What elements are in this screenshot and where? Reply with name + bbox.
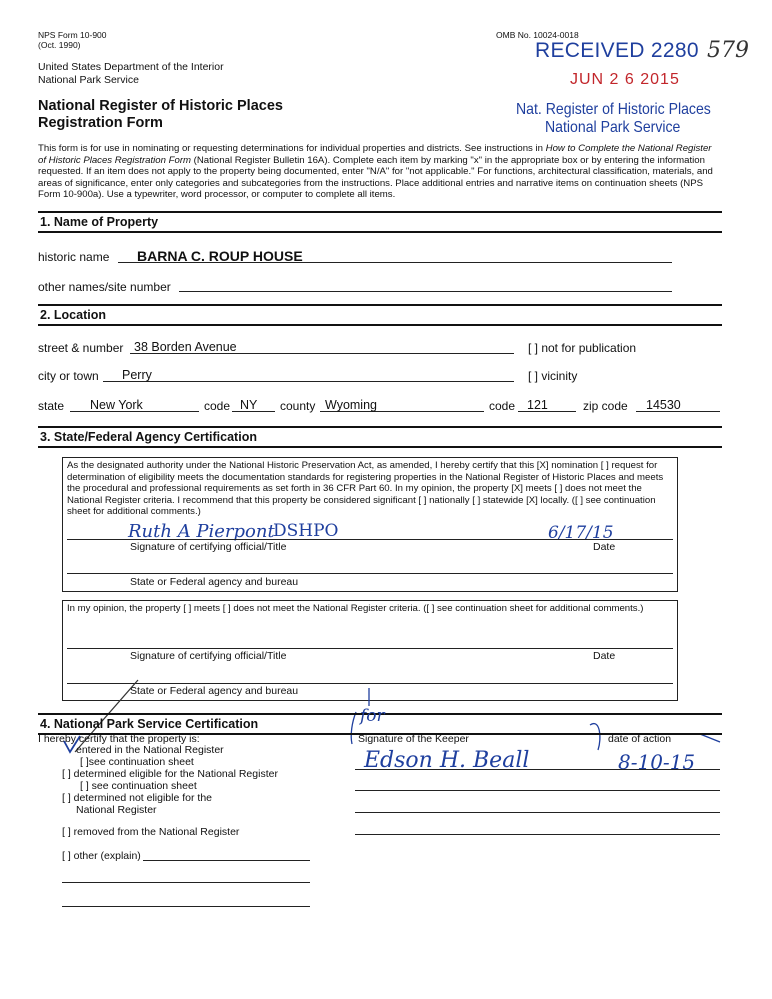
service: National Park Service <box>38 74 139 86</box>
certification-text: As the designated authority under the National Historic Preservation Act, as amended, I hereby certify that this [X] nomination [ ] request for determination of eligibility meets the documentation standards for registering properties in the National Register of Historic Places and meets the procedural and professional requirements as set forth in 36 CFR Part 60. In my opinion, the property [X] meets [ ] does not meet the National Register criteria. I recommend that this property be considered significant [ ] nationally [ ] statewide [X] locally. ([ ] see continuation sheet for additional comments.) <box>67 460 664 518</box>
stamp-line1: Nat. Register of Historic Places <box>516 101 711 118</box>
state-code-label: code <box>204 399 231 413</box>
historic-name-value: BARNA C. ROUP HOUSE <box>137 248 303 264</box>
handwritten-number: 579 <box>707 38 749 63</box>
county-code-label: code <box>489 399 516 413</box>
date-of-action-caption: date of action <box>608 733 672 745</box>
agency-caption-2: State or Federal agency and bureau <box>130 685 299 697</box>
keeper-line-1 <box>355 769 720 770</box>
form-subtitle: Registration Form <box>38 115 163 131</box>
form-number: NPS Form 10-900 <box>38 30 107 40</box>
vicinity: [ ] vicinity <box>528 369 578 383</box>
street-value: 38 Borden Avenue <box>134 340 237 354</box>
omb-number: OMB No. 10024-0018 <box>496 30 579 40</box>
zip-value: 14530 <box>646 398 681 412</box>
department: United States Department of the Interior <box>38 61 224 73</box>
county-label: county <box>280 399 316 413</box>
zip-label: zip code <box>583 399 628 413</box>
received-date-stamp: JUN 2 6 2015 <box>570 71 680 88</box>
opinion-text: In my opinion, the property [ ] meets [ ] does not meet the National Register criteria. ([ ] see continuation sheet for additional comments.) <box>67 603 644 614</box>
historic-name-label: historic name <box>38 250 110 264</box>
form-title: National Register of Historic Places <box>38 98 283 114</box>
hereby-text: I hereby certify that the property is: <box>38 733 200 745</box>
county-value: Wyoming <box>325 398 377 412</box>
received-stamp: RECEIVED 2280 <box>535 39 699 62</box>
date-caption-2: Date <box>593 650 616 662</box>
not-for-publication: [ ] not for publication <box>528 341 637 355</box>
certifying-signature: Ruth A Pierpont <box>128 521 275 542</box>
nps-item-not-eligible: [ ] determined not eligible for the <box>62 792 213 804</box>
other-line-3 <box>62 906 310 907</box>
action-date: 8-10-15 <box>618 750 696 774</box>
nps-item-continuation-1: [ ]see continuation sheet <box>80 756 194 768</box>
street-label: street & number <box>38 341 124 355</box>
section-2-heading: 2. Location <box>38 304 722 326</box>
certifying-title: DSHPO <box>273 521 339 541</box>
section-4-heading: 4. National Park Service Certification <box>38 713 722 735</box>
nps-item-not-eligible-2: National Register <box>76 804 157 816</box>
nps-item-removed: [ ] removed from the National Register <box>62 826 240 838</box>
state-value: New York <box>90 398 143 412</box>
keeper-caption: Signature of the Keeper <box>358 733 469 745</box>
nps-item-other: [ ] other (explain) <box>62 850 141 862</box>
other-explain-line <box>143 860 310 861</box>
keeper-line-2 <box>355 790 720 791</box>
keeper-signature: Edson H. Beall <box>364 748 530 773</box>
state-code-value: NY <box>240 398 258 412</box>
agency-caption-1: State or Federal agency and bureau <box>130 576 299 588</box>
form-date: (Oct. 1990) <box>38 40 81 50</box>
keeper-for-mark: for <box>360 706 385 726</box>
city-label: city or town <box>38 369 99 383</box>
section-1-heading: 1. Name of Property <box>38 211 722 233</box>
city-value: Perry <box>122 368 152 382</box>
county-code-value: 121 <box>527 398 548 412</box>
nps-item-eligible: [ ] determined eligible for the National Register <box>62 768 278 780</box>
keeper-line-3 <box>355 812 720 813</box>
date-caption-1: Date <box>593 541 616 553</box>
instructions: This form is for use in nominating or requesting determinations for individual properties and districts. See instructions in How to Complete the National Register of Historic Places Registration Form (National Register Bulletin 16A). Complete each item by marking "x" in the appropriate box or by entering the information requested. If an item does not apply to the property being documented, enter "N/A" for "not applicable." For functions, architectural classification, materials, and areas of significance, enter only categories and subcategories from the instructions. Place additional entries and narrative items on continuation sheets (NPS Form 10-900a). Use a typewriter, word processor, or computer to complete all items. <box>38 143 713 201</box>
signature-caption-2: Signature of certifying official/Title <box>130 650 287 662</box>
stamp-line2: National Park Service <box>545 119 681 136</box>
nps-item-entered: entered in the National Register <box>76 744 224 756</box>
nps-item-continuation-2: [ ] see continuation sheet <box>80 780 197 792</box>
other-line-2 <box>62 882 310 883</box>
section-3-heading: 3. State/Federal Agency Certification <box>38 426 722 448</box>
certifying-date: 6/17/15 <box>548 523 614 543</box>
keeper-line-4 <box>355 834 720 835</box>
signature-caption-1: Signature of certifying official/Title <box>130 541 287 553</box>
state-label: state <box>38 399 65 413</box>
other-names-label: other names/site number <box>38 280 171 294</box>
